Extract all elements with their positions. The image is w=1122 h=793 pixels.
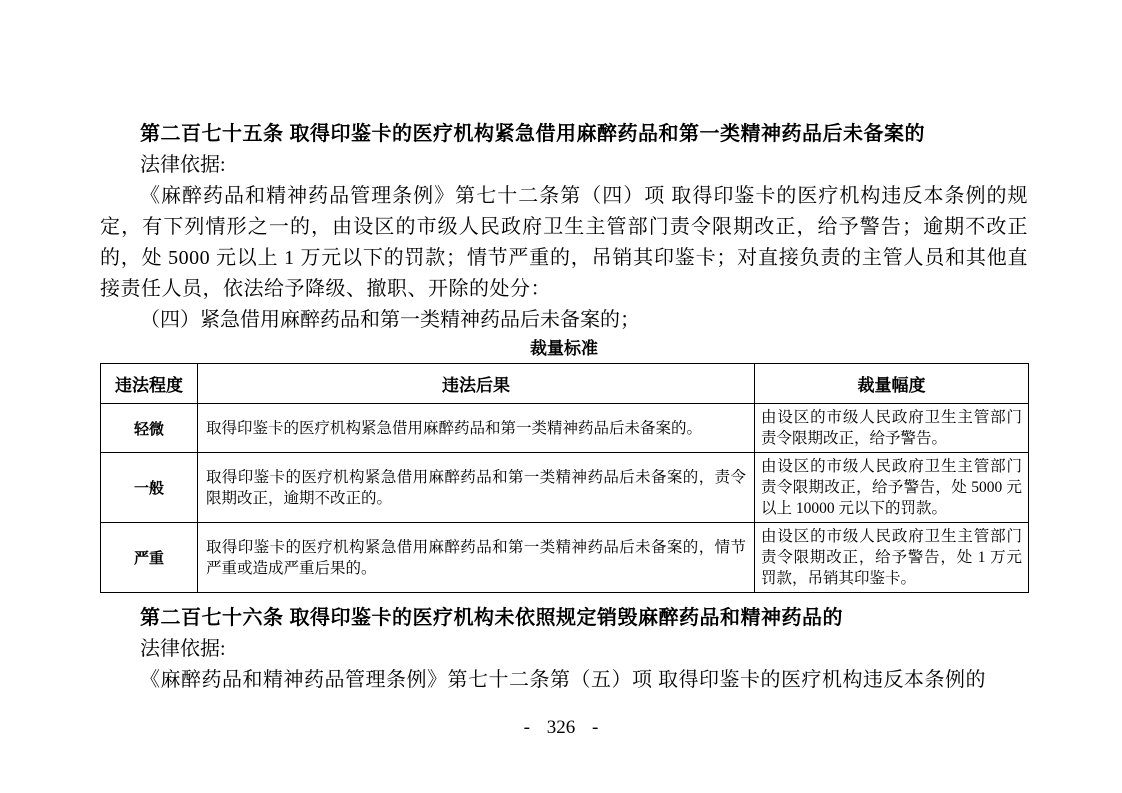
page-number: - 326 - [523,717,599,738]
discretion-standards-table [100,363,1029,593]
section-275-heading: 第二百七十五条 取得印鉴卡的医疗机构紧急借用麻醉药品和第一类精神药品后未备案的 [140,123,926,145]
column-header-consequence: 违法后果 [198,364,755,404]
consequence-cell: 取得印鉴卡的医疗机构紧急借用麻醉药品和第一类精神药品后未备案的，情节严重或造成严重后果的。 [198,523,755,593]
column-header-range: 裁量幅度 [755,364,1029,404]
section-276-heading: 第二百七十六条 取得印鉴卡的医疗机构未依照规定销毁麻醉药品和精神药品的 [140,607,844,629]
consequence-cell: 取得印鉴卡的医疗机构紧急借用麻醉药品和第一类精神药品后未备案的，责令限期改正，逾期不改正的。 [198,453,755,523]
section-275-legal-basis-text: 《麻醉药品和精神药品管理条例》第七十二条第（四）项 取得印鉴卡的医疗机构违反本条例的规定，有下列情形之一的，由设区的市级人民政府卫生主管部门责令限期改正，给予警告；逾期不改正的，处 5000 元以上 1 万元以下的罚款；情节严重的，吊销其印鉴卡；对直接负责的主管人员和其他直接责任人员，依法给予降级、撤职、开除的处分： [100,185,1028,300]
range-cell: 由设区的市级人民政府卫生主管部门责令限期改正，给予警告，处 1 万元罚款，吊销其印鉴卡。 [755,523,1029,593]
table-row [101,523,1029,593]
range-cell: 由设区的市级人民政府卫生主管部门责令限期改正，给予警告，处 5000 元以上 10000 元以下的罚款。 [755,453,1029,523]
range-cell: 由设区的市级人民政府卫生主管部门责令限期改正，给予警告。 [755,404,1029,453]
section-276-legal-basis-text: 《麻醉药品和精神药品管理条例》第七十二条第（五）项 取得印鉴卡的医疗机构违反本条例的 [140,669,986,691]
page-content [100,118,1028,696]
column-header-degree: 违法程度 [101,364,198,404]
section-275-item-four: （四）紧急借用麻醉药品和第一类精神药品后未备案的； [140,309,640,331]
section-276-legal-basis-label: 法律依据: [140,638,226,660]
section-275-legal-basis-label: 法律依据: [140,154,226,176]
consequence-cell: 取得印鉴卡的医疗机构紧急借用麻醉药品和第一类精神药品后未备案的。 [198,404,755,453]
table-header-row [101,364,1029,404]
degree-cell: 严重 [101,523,198,593]
degree-cell: 一般 [101,453,198,523]
degree-cell: 轻微 [101,404,198,453]
table-title: 裁量标准 [530,339,598,358]
table-row [101,453,1029,523]
table-row [101,404,1029,453]
